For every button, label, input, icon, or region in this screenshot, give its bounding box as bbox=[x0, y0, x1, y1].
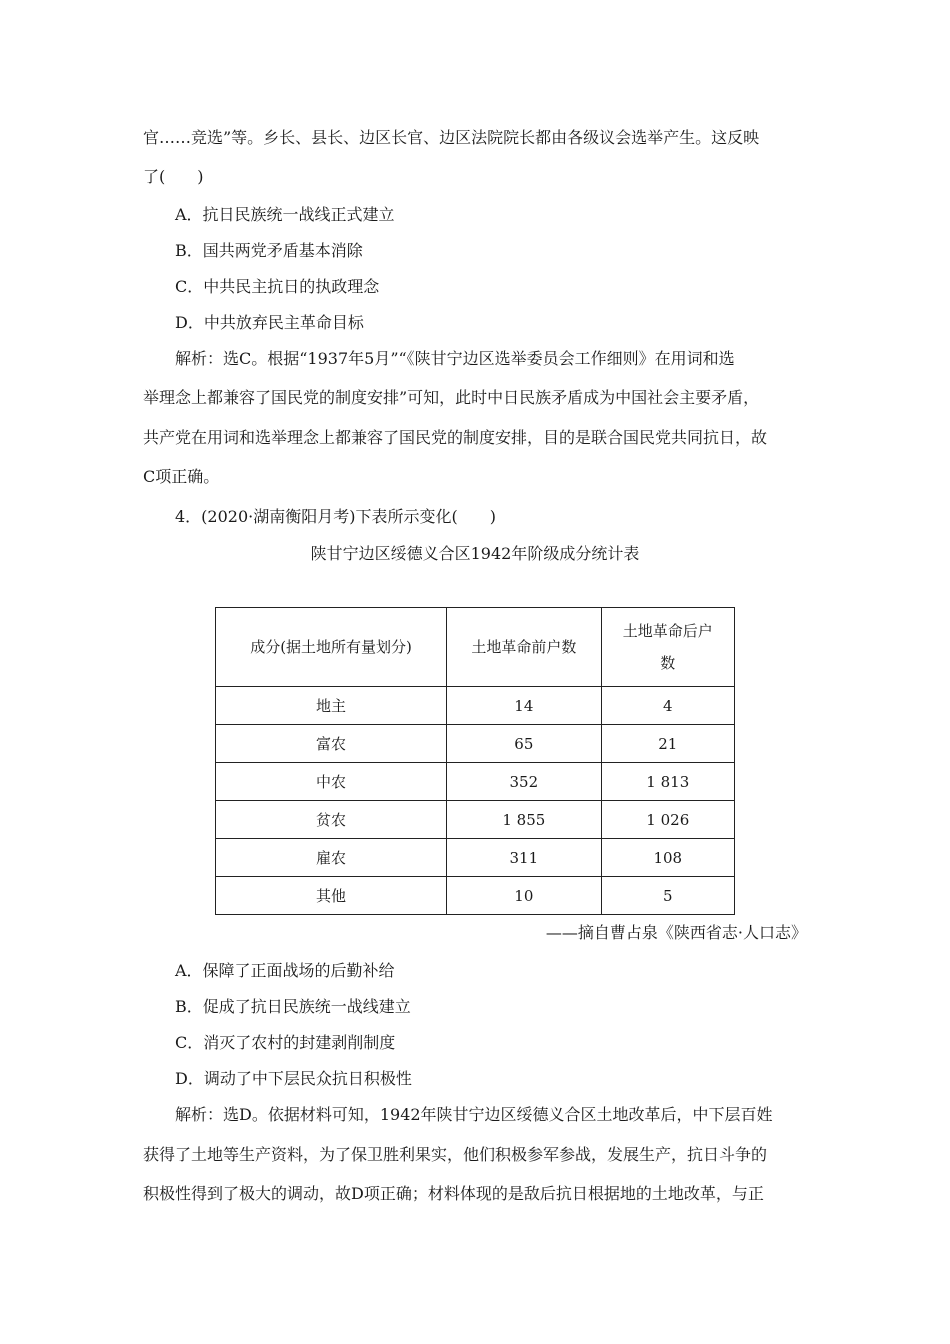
q3-analysis-line-2: 举理念上都兼容了国民党的制度安排”可知，此时中日民族矛盾成为中国社会主要矛盾， bbox=[143, 388, 760, 407]
q3-analysis-line-4: C项正确。 bbox=[143, 467, 220, 486]
table-row bbox=[216, 801, 735, 839]
q4-option-a: A．保障了正面战场的后勤补给 bbox=[175, 961, 395, 980]
cell-before: 65 bbox=[447, 725, 601, 763]
table-row bbox=[216, 877, 735, 915]
cell-after: 1 026 bbox=[601, 801, 734, 839]
q4-analysis-line-2: 获得了土地等生产资料，为了保卫胜利果实，他们积极参军参战，发展生产，抗日斗争的 bbox=[143, 1145, 768, 1164]
cell-after: 1 813 bbox=[601, 763, 734, 801]
cell-class: 其他 bbox=[216, 877, 447, 915]
header-after: 土地革命后户数 bbox=[601, 608, 734, 687]
table-row bbox=[216, 725, 735, 763]
q3-option-b: B．国共两党矛盾基本消除 bbox=[175, 241, 363, 260]
table-header-row bbox=[216, 608, 735, 687]
cell-before: 352 bbox=[447, 763, 601, 801]
cell-before: 311 bbox=[447, 839, 601, 877]
table-row bbox=[216, 839, 735, 877]
cell-after: 21 bbox=[601, 725, 734, 763]
q3-option-c: C．中共民主抗日的执政理念 bbox=[175, 277, 380, 296]
q3-analysis-line-3: 共产党在用词和选举理念上都兼容了国民党的制度安排，目的是联合国民党共同抗日，故 bbox=[143, 428, 768, 447]
cell-class: 地主 bbox=[216, 687, 447, 725]
table-source: ——摘自曹占泉《陕西省志·人口志》 bbox=[545, 923, 807, 942]
cell-after: 5 bbox=[601, 877, 734, 915]
table-title: 陕甘宁边区绥德义合区1942年阶级成分统计表 bbox=[310, 544, 640, 563]
cell-class: 富农 bbox=[216, 725, 447, 763]
cell-after: 4 bbox=[601, 687, 734, 725]
table-row bbox=[216, 687, 735, 725]
q3-analysis-line-1: 解析：选C。根据“1937年5月”“《陕甘宁边区选举委员会工作细则》在用词和选 bbox=[175, 349, 735, 368]
cell-after: 108 bbox=[601, 839, 734, 877]
table-row bbox=[216, 763, 735, 801]
continuation-line-2: 了( ) bbox=[143, 167, 204, 186]
cell-before: 1 855 bbox=[447, 801, 601, 839]
q4-stem: 4．(2020·湖南衡阳月考)下表所示变化( ) bbox=[175, 507, 496, 526]
header-before: 土地革命前户数 bbox=[447, 608, 601, 687]
class-composition-table bbox=[215, 607, 735, 915]
q4-analysis-line-3: 积极性得到了极大的调动，故D项正确；材料体现的是敌后抗日根据地的土地改革，与正 bbox=[143, 1184, 764, 1203]
continuation-line-1: 官……竞选”等。乡长、县长、边区长官、边区法院院长都由各级议会选举产生。这反映 bbox=[143, 128, 760, 147]
cell-class: 贫农 bbox=[216, 801, 447, 839]
q3-option-d: D．中共放弃民主革命目标 bbox=[175, 313, 364, 332]
cell-before: 14 bbox=[447, 687, 601, 725]
q4-option-c: C．消灭了农村的封建剥削制度 bbox=[175, 1033, 396, 1052]
cell-class: 雇农 bbox=[216, 839, 447, 877]
q4-option-b: B．促成了抗日民族统一战线建立 bbox=[175, 997, 411, 1016]
cell-class: 中农 bbox=[216, 763, 447, 801]
cell-before: 10 bbox=[447, 877, 601, 915]
header-class: 成分(据土地所有量划分) bbox=[216, 608, 447, 687]
q4-analysis-line-1: 解析：选D。依据材料可知，1942年陕甘宁边区绥德义合区土地改革后，中下层百姓 bbox=[175, 1105, 773, 1124]
q4-option-d: D．调动了中下层民众抗日积极性 bbox=[175, 1069, 412, 1088]
q3-option-a: A．抗日民族统一战线正式建立 bbox=[175, 205, 395, 224]
